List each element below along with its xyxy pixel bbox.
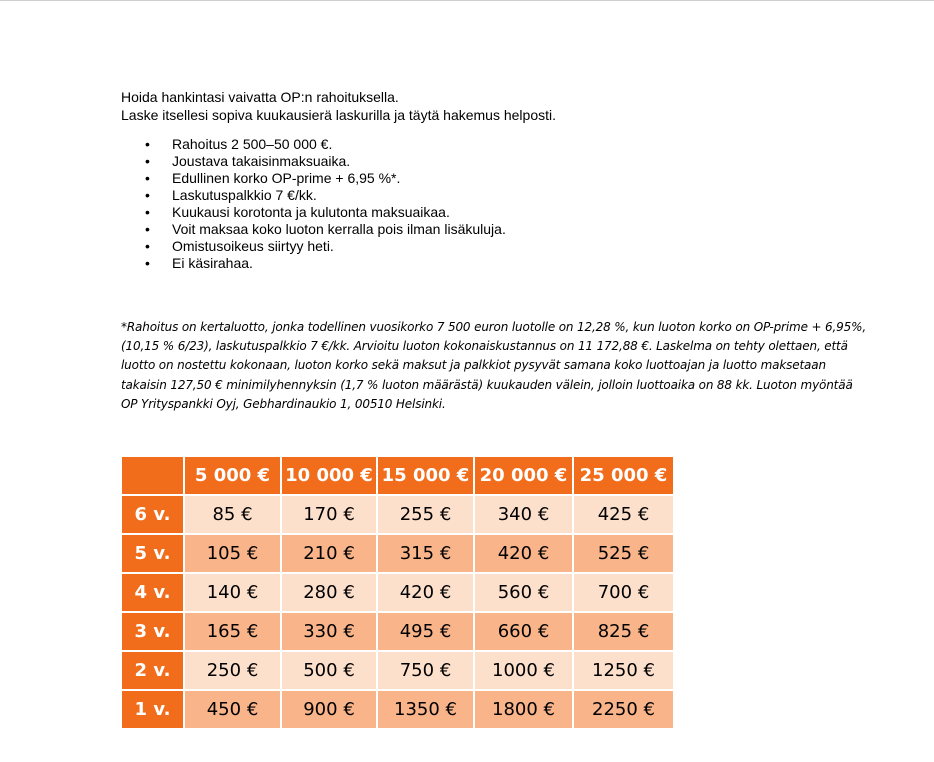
payment-cell: 1250 € <box>574 652 673 689</box>
term-row-header: 4 v. <box>122 574 183 611</box>
payment-cell: 140 € <box>185 574 280 611</box>
intro-line-2: Laske itsellesi sopiva kuukausierä laskurilla ja täytä hakemus helposti. <box>121 107 556 123</box>
bullet-icon: • <box>145 187 150 203</box>
payment-cell: 660 € <box>475 613 572 650</box>
payment-cell: 525 € <box>574 535 673 572</box>
payment-cell: 85 € <box>185 496 280 533</box>
footnote-line: (10,15 % 6/23), laskutuspalkkio 7 €/kk. Arvioitu luoton kokonaiskustannus on 11 172,88 €. Laskelma on tehty olettaen, että <box>121 339 848 354</box>
payment-cell: 420 € <box>378 574 473 611</box>
payment-cell: 450 € <box>185 691 280 728</box>
bullet-icon: • <box>145 153 150 169</box>
table-row <box>122 574 673 611</box>
amount-column-header: 20 000 € <box>475 457 572 494</box>
payment-cell: 750 € <box>378 652 473 689</box>
amount-column-header: 25 000 € <box>574 457 673 494</box>
table-row <box>122 535 673 572</box>
bullet-icon: • <box>145 136 150 152</box>
table-row <box>122 691 673 728</box>
payment-cell: 330 € <box>282 613 376 650</box>
feature-list <box>145 136 506 272</box>
footnote-line: OP Yrityspankki Oyj, Gebhardinaukio 1, 00510 Helsinki. <box>121 396 446 411</box>
amount-column-header: 10 000 € <box>282 457 376 494</box>
amount-column-header: 15 000 € <box>378 457 473 494</box>
feature-item: • Joustava takaisinmaksuaika. <box>145 153 351 169</box>
payment-cell: 560 € <box>475 574 572 611</box>
feature-item: • Laskutuspalkkio 7 €/kk. <box>145 187 317 203</box>
feature-item: • Rahoitus 2 500–50 000 €. <box>145 136 333 152</box>
table-header-row <box>122 457 673 494</box>
payment-cell: 255 € <box>378 496 473 533</box>
payment-cell: 340 € <box>475 496 572 533</box>
term-row-header: 5 v. <box>122 535 183 572</box>
payment-cell: 105 € <box>185 535 280 572</box>
term-row-header: 1 v. <box>122 691 183 728</box>
feature-item: • Kuukausi korotonta ja kulutonta maksuaikaa. <box>145 204 450 220</box>
payment-cell: 1800 € <box>475 691 572 728</box>
term-row-header: 6 v. <box>122 496 183 533</box>
footnote-line: *Rahoitus on kertaluotto, jonka todellinen vuosikorko 7 500 euron luotolle on 12,28 %, kun luoton korko on OP-prime + 6,95%, <box>121 320 867 334</box>
bullet-icon: • <box>145 255 150 271</box>
table-row <box>122 652 673 689</box>
payment-cell: 315 € <box>378 535 473 572</box>
feature-item: • Voit maksaa koko luoton kerralla pois ilman lisäkuluja. <box>145 221 506 237</box>
feature-item: • Edullinen korko OP-prime + 6,95 %*. <box>145 170 401 186</box>
feature-item: • Omistusoikeus siirtyy heti. <box>145 238 334 254</box>
feature-item: • Ei käsirahaa. <box>145 255 253 271</box>
monthly-payment-table <box>120 455 675 730</box>
intro-line-1: Hoida hankintasi vaivatta OP:n rahoituksella. <box>121 89 399 105</box>
payment-cell: 495 € <box>378 613 473 650</box>
payment-cell: 165 € <box>185 613 280 650</box>
bullet-icon: • <box>145 170 150 186</box>
footnote-line: takaisin 127,50 € minimilyhennyksin (1,7 % luoton määrästä) kuukauden välein, jolloin luottoaika on 88 kk. Luoton myöntää <box>121 377 853 392</box>
intro-text <box>121 88 556 124</box>
bullet-icon: • <box>145 238 150 254</box>
bullet-icon: • <box>145 221 150 237</box>
bullet-icon: • <box>145 204 150 220</box>
payment-cell: 250 € <box>185 652 280 689</box>
top-divider <box>0 0 934 1</box>
table-corner-cell <box>122 457 183 494</box>
footnote-line: luotto on nostettu kokonaan, luoton korko sekä maksut ja palkkiot pysyvät samana koko luottoajan ja luotto maksetaan <box>121 358 826 373</box>
payment-cell: 210 € <box>282 535 376 572</box>
term-row-header: 2 v. <box>122 652 183 689</box>
payment-cell: 425 € <box>574 496 673 533</box>
payment-cell: 2250 € <box>574 691 673 728</box>
payment-cell: 1350 € <box>378 691 473 728</box>
footnote-disclaimer <box>121 318 867 414</box>
payment-cell: 280 € <box>282 574 376 611</box>
term-row-header: 3 v. <box>122 613 183 650</box>
table-row <box>122 496 673 533</box>
payment-cell: 500 € <box>282 652 376 689</box>
amount-column-header: 5 000 € <box>185 457 280 494</box>
table-row <box>122 613 673 650</box>
payment-cell: 825 € <box>574 613 673 650</box>
payment-cell: 700 € <box>574 574 673 611</box>
payment-cell: 900 € <box>282 691 376 728</box>
payment-cell: 420 € <box>475 535 572 572</box>
payment-cell: 170 € <box>282 496 376 533</box>
payment-cell: 1000 € <box>475 652 572 689</box>
